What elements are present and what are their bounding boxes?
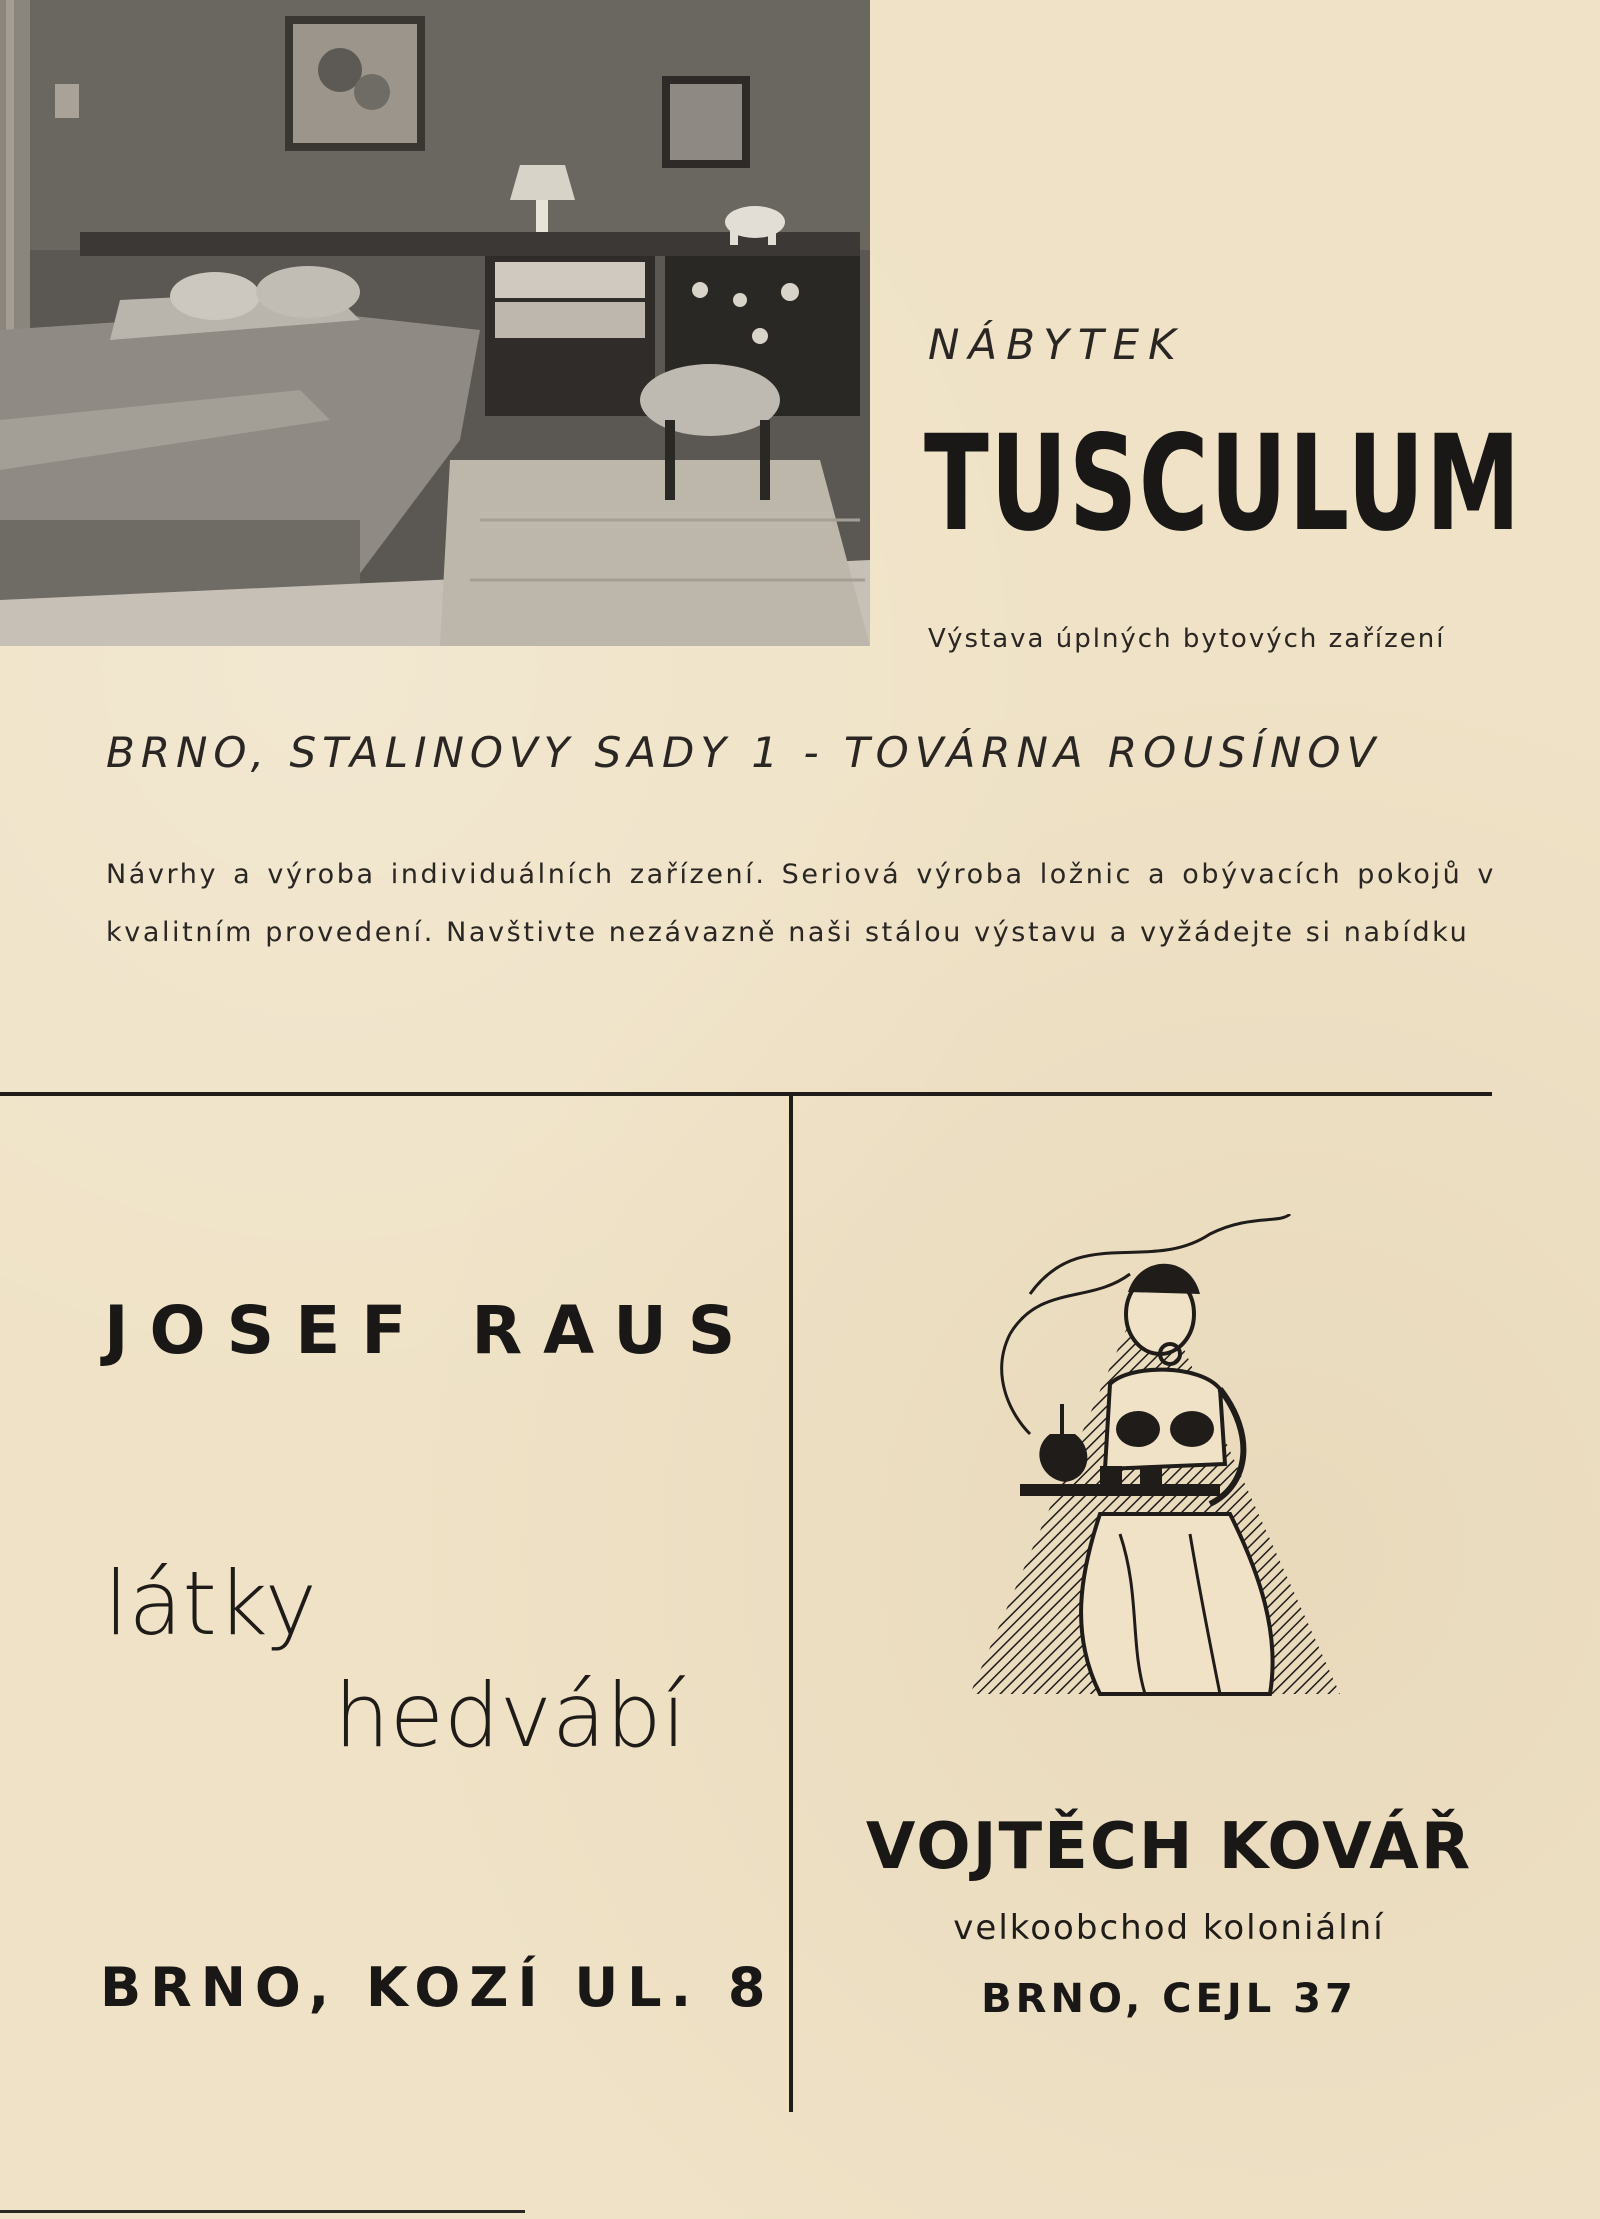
tusculum-kicker: NÁBYTEK xyxy=(928,320,1185,369)
kovar-description: velkoobchod koloniální xyxy=(953,1908,1385,1948)
kovar-address: BRNO, CEJL 37 xyxy=(981,1976,1357,2022)
tusculum-body-text: Návrhy a výroba individuálních zařízení. Seriová výroba ložnic a obývacích pokojů v kvalitním provedení. Navštivte nezávazně naši stálou výstavu a vyžádejte si nabídku xyxy=(106,859,1496,948)
tusculum-subtitle: Výstava úplných bytových zařízení xyxy=(928,624,1446,654)
bedroom-photo xyxy=(0,0,870,646)
raus-name: JOSEF RAUS xyxy=(104,1292,757,1369)
servant-woman-with-tray-illustration xyxy=(970,1214,1350,1704)
tusculum-title: TUSCULUM xyxy=(924,407,1522,561)
vertical-divider xyxy=(789,1096,793,2112)
raus-product-1: látky xyxy=(104,1552,317,1655)
kovar-name: VOJTĚCH KOVÁŘ xyxy=(865,1810,1473,1884)
tusculum-address: BRNO, STALINOVY SADY 1 - TOVÁRNA ROUSÍNOV xyxy=(106,728,1382,777)
raus-address: BRNO, KOZÍ UL. 8 xyxy=(100,1956,775,2019)
horizontal-divider xyxy=(0,1092,1492,1096)
bottom-rule xyxy=(0,2210,525,2213)
raus-product-2: hedvábí xyxy=(334,1664,687,1767)
